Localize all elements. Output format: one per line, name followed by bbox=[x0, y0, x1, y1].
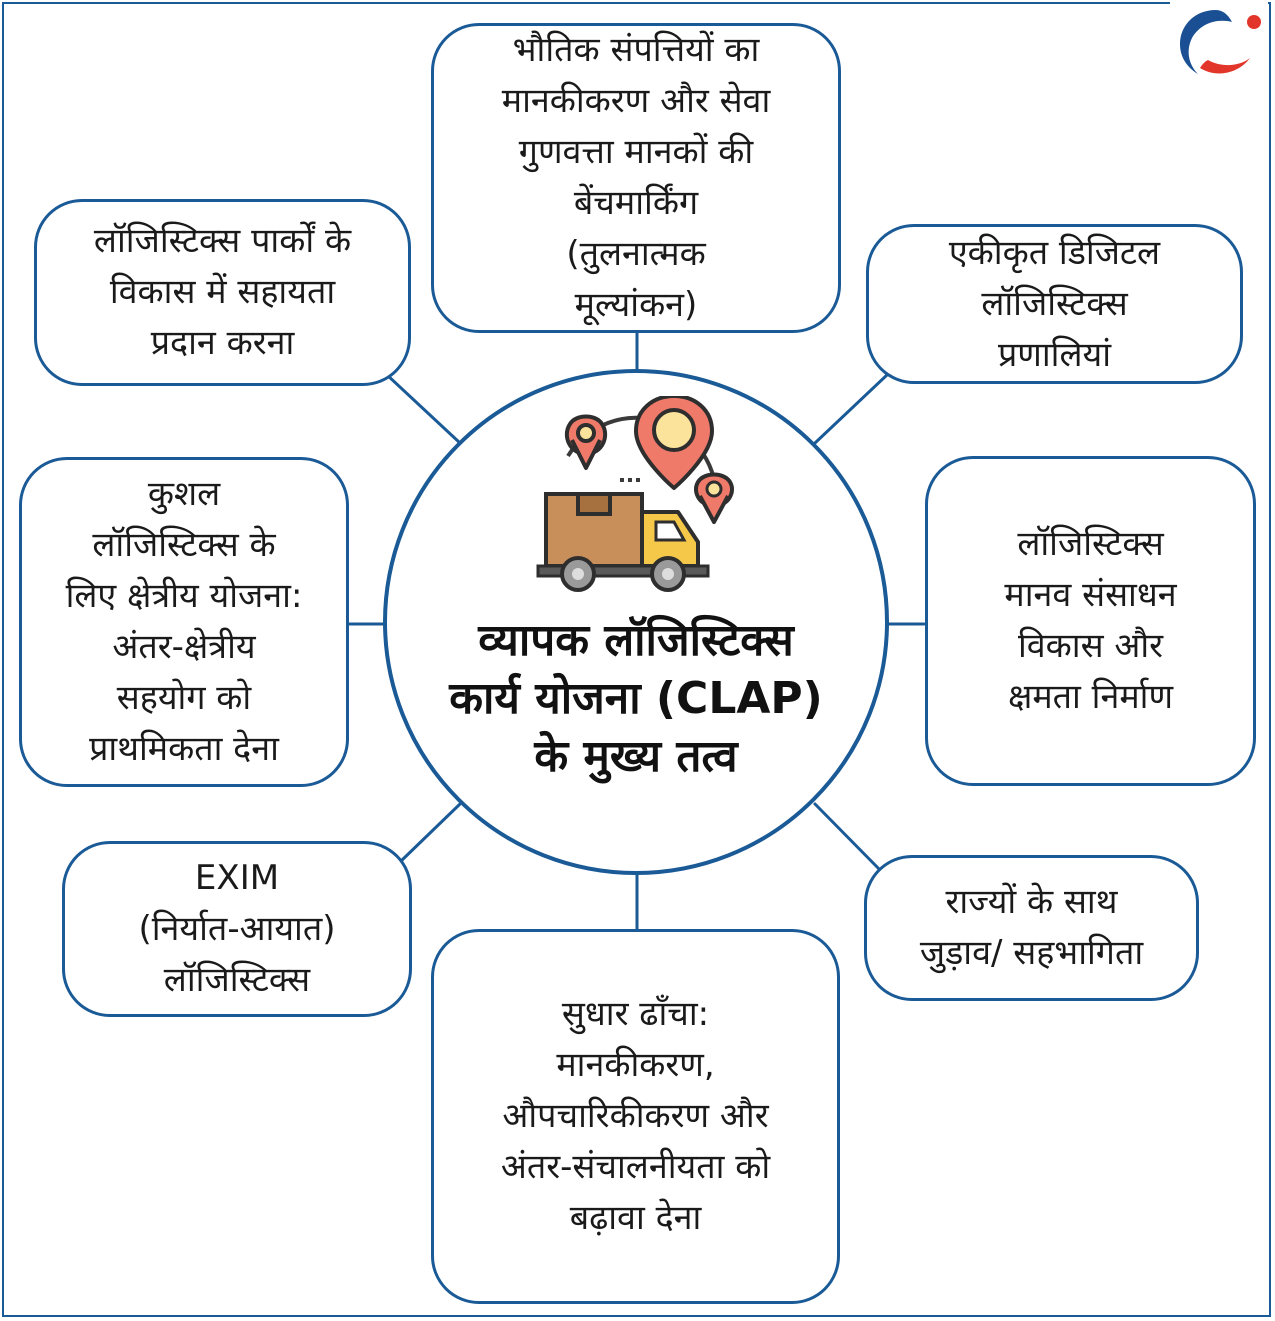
brand-logo-globe-icon bbox=[1170, 2, 1268, 82]
element-text-top: भौतिक संपत्तियों का मानकीकरण और सेवा गुणवत्ता मानकों की बेंचमार्किंग (तुलनात्मक मूल्यांकन) bbox=[501, 30, 771, 325]
element-box-top bbox=[431, 23, 841, 333]
center-title: व्यापक लॉजिस्टिक्स कार्य योजना (CLAP) के मुख्य तत्व bbox=[449, 615, 823, 782]
element-text-left: कुशल लॉजिस्टिक्स के लिए क्षेत्रीय योजना: अंतर-क्षेत्रीय सहयोग को प्राथमिकता देना bbox=[65, 474, 303, 769]
element-box-bottom-left bbox=[62, 841, 412, 1017]
connector-bottom-left bbox=[400, 804, 460, 862]
element-text-bottom-right: राज्यों के साथ जुड़ाव/ सहभागिता bbox=[919, 882, 1144, 973]
connector-top-left bbox=[386, 374, 460, 443]
element-box-top-right bbox=[866, 224, 1243, 384]
element-box-right bbox=[925, 456, 1256, 786]
element-text-top-right: एकीकृत डिजिटल लॉजिस्टिक्स प्रणालियां bbox=[948, 232, 1161, 375]
element-text-right: लॉजिस्टिक्स मानव संसाधन विकास और क्षमता निर्माण bbox=[1004, 524, 1177, 717]
element-text-bottom-left: EXIM (निर्यात-आयात) लॉजिस्टिक्स bbox=[138, 857, 336, 1000]
delivery-truck-location-pins-icon bbox=[528, 396, 748, 596]
connector-top-right bbox=[815, 374, 888, 443]
connector-bottom-right bbox=[815, 804, 882, 872]
element-text-bottom: सुधार ढाँचा: मानकीकरण, औपचारिकीकरण और अंतर-संचालनीयता को बढ़ावा देना bbox=[500, 994, 771, 1238]
element-box-bottom bbox=[431, 929, 840, 1304]
element-box-bottom-right bbox=[864, 855, 1199, 1001]
element-box-left bbox=[19, 457, 349, 787]
element-box-top-left bbox=[34, 199, 411, 386]
element-text-top-left: लॉजिस्टिक्स पार्कों के विकास में सहायता प्रदान करना bbox=[93, 221, 352, 363]
